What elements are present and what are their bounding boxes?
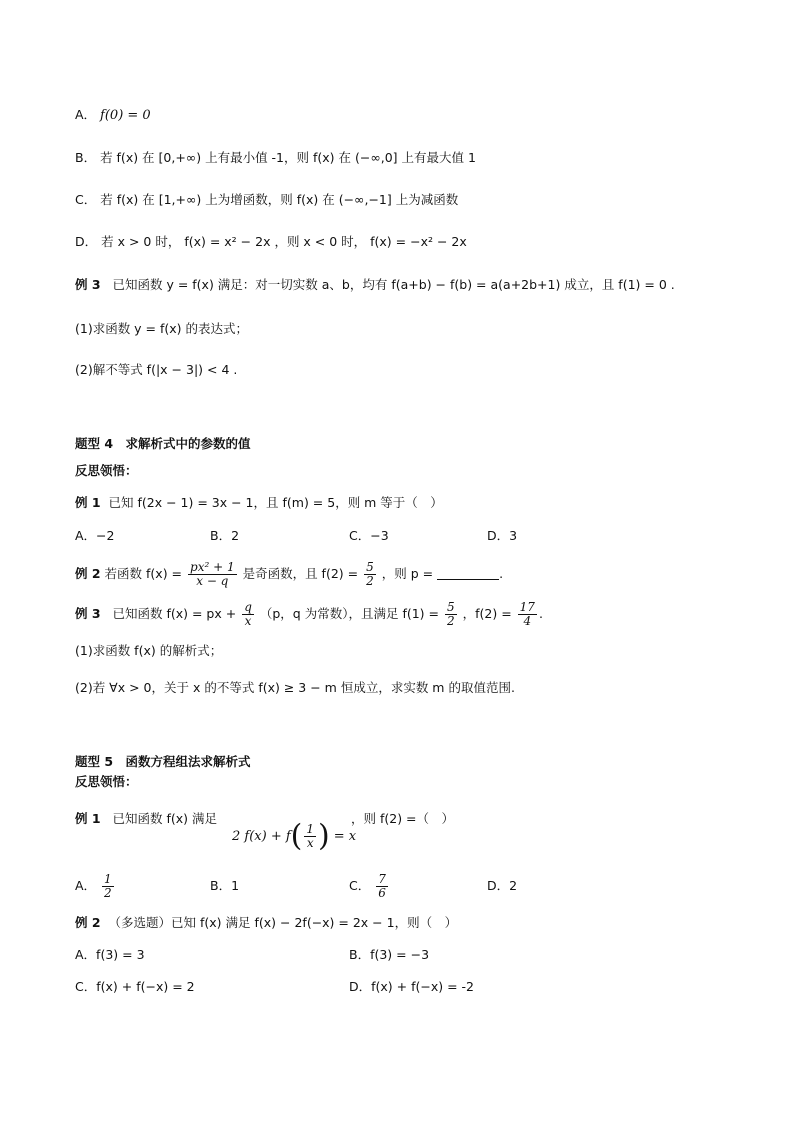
type-5-example-2-option-a: A．f(3) = 3 — [75, 947, 145, 962]
fraction-denominator: 2 — [366, 574, 374, 588]
fraction-numerator: 5 — [366, 560, 374, 574]
fraction-denominator: x — [306, 836, 314, 850]
type-4-example-3-question-1: (1)求函数 f(x) 的解析式； — [75, 643, 223, 658]
option-fraction — [102, 873, 114, 900]
type-5-example-2-text: （多选题）已知 f(x) 满足 f(x) − 2f(−x) = 2x − 1，则（ ） — [108, 915, 458, 930]
option-d — [75, 233, 467, 251]
type-4-example-3-f2-fraction — [518, 601, 537, 628]
type-4-example-3 — [75, 600, 543, 628]
option-a — [75, 106, 151, 125]
type-4-example-1-text: 已知 f(2x − 1) = 3x − 1，且 f(m) = 5，则 m 等于（ ） — [108, 495, 443, 510]
example-3-text: 已知函数 y = f(x) 满足：对一切实数 a、b，均有 f(a+b) − f(b) = a(a+2b+1) 成立，且 f(1) = 0 . — [112, 277, 675, 292]
type-5-example-1-option-c — [349, 872, 390, 900]
type-5-example-2-label: 例 2 — [75, 915, 101, 930]
option-c — [75, 191, 458, 209]
type-4-example-1 — [75, 494, 443, 512]
paren-open: ( — [290, 818, 303, 854]
type-4-example-2-pre: 若函数 f(x) = — [104, 566, 183, 581]
fraction-numerator: q — [244, 600, 252, 614]
equation-right: = x — [333, 829, 357, 844]
option-b-text: 若 f(x) 在 [0,+∞) 上有最小值 -1，则 f(x) 在 (−∞,0] 上有最大值 1 — [100, 150, 476, 165]
type-4-example-3-q-fraction — [242, 601, 254, 628]
type-5-example-2-option-d: D．f(x) + f(−x) = -2 — [349, 979, 475, 994]
type-4-example-3-f1-fraction — [445, 601, 457, 628]
option-label: A． — [75, 878, 97, 893]
example-3-label: 例 3 — [75, 277, 101, 292]
option-c-text: 若 f(x) 在 [1,+∞) 上为增函数，则 f(x) 在 (−∞,−1] 上为减函数 — [100, 192, 459, 207]
type-4-example-1-option-d: D．3 — [487, 528, 518, 543]
type-4-example-2-end: . — [499, 566, 504, 581]
fraction-denominator: 2 — [104, 886, 112, 900]
type-5-reflect: 反思领悟： — [75, 774, 138, 789]
type-5-example-1-option-b: B．1 — [210, 878, 240, 893]
option-d-label: D． — [75, 234, 98, 249]
type-5-example-1-equation — [232, 816, 356, 857]
option-a-math: f(0) = 0 — [100, 108, 151, 123]
type-4-example-3-pre: 已知函数 f(x) = px + — [112, 606, 237, 621]
type-5-example-2-option-b: B．f(3) = −3 — [349, 947, 430, 962]
fraction-numerator: px² + 1 — [190, 560, 235, 574]
type-4-example-1-option-b: B．2 — [210, 528, 240, 543]
type-4-reflect: 反思领悟： — [75, 463, 138, 478]
type-5-example-2 — [75, 914, 457, 932]
type-4-example-3-end: . — [538, 606, 543, 621]
type-4-example-2-mid: 是奇函数，且 f(2) = — [242, 566, 359, 581]
type-4-example-1-option-a: A．−2 — [75, 528, 115, 543]
type-5-title: 题型 5 函数方程组法求解析式 — [75, 754, 251, 769]
option-fraction — [376, 873, 388, 900]
fraction-numerator: 1 — [104, 872, 112, 886]
example-3-question-2: (2)解不等式 f(|x − 3|) < 4 . — [75, 362, 238, 377]
type-4-example-3-mid: （p，q 为常数），且满足 f(1) = — [259, 606, 439, 621]
type-5-example-1-text: 已知函数 f(x) 满足 — [112, 811, 217, 826]
paren-close: ) — [318, 818, 330, 854]
equation-fraction — [304, 823, 316, 850]
fraction-denominator: x — [244, 614, 252, 628]
type-5-example-2-option-c: C．f(x) + f(−x) = 2 — [75, 979, 195, 994]
answer-blank[interactable] — [437, 567, 499, 580]
example-3-question-1: (1)求函数 y = f(x) 的表达式； — [75, 321, 249, 336]
option-b — [75, 149, 476, 167]
type-4-example-3-label: 例 3 — [75, 606, 101, 621]
fraction-numerator: 7 — [378, 872, 386, 886]
type-5-example-1-option-d: D．2 — [487, 878, 518, 893]
option-b-label: B． — [75, 150, 97, 165]
fraction-numerator: 5 — [446, 600, 455, 614]
type-4-example-2-label: 例 2 — [75, 566, 101, 581]
type-4-example-1-label: 例 1 — [75, 495, 101, 510]
type-4-example-3-question-2: (2)若 ∀x > 0，关于 x 的不等式 f(x) ≥ 3 − m 恒成立，求实数 m 的取值范围. — [75, 680, 515, 695]
option-label: C． — [349, 878, 371, 893]
type-4-example-3-mid2: ，f(2) = — [462, 606, 512, 621]
type-4-example-1-option-c: C．−3 — [349, 528, 389, 543]
fraction-denominator: 2 — [446, 614, 455, 628]
option-a-label: A． — [75, 107, 97, 122]
fraction-denominator: x − q — [196, 574, 229, 588]
type-4-example-2-post: ，则 p = — [381, 566, 434, 581]
type-5-example-1-label: 例 1 — [75, 811, 101, 826]
fraction-denominator: 6 — [378, 886, 386, 900]
type-4-example-2-f2-fraction — [364, 561, 376, 588]
type-5-example-1 — [75, 810, 217, 828]
fraction-denominator: 4 — [523, 614, 532, 628]
type-5-example-1-option-a — [75, 872, 116, 900]
example-3-top — [75, 276, 675, 294]
type-4-example-2-fraction — [188, 561, 237, 588]
option-d-text: 若 x > 0 时， f(x) = x² − 2x ，则 x < 0 时， f(x) = −x² − 2x — [101, 234, 467, 249]
equation-left: 2 f(x) + f — [232, 829, 291, 844]
fraction-numerator: 1 — [306, 822, 315, 836]
option-c-label: C． — [75, 192, 97, 207]
type-4-example-2 — [75, 560, 503, 588]
type-4-title: 题型 4 求解析式中的参数的值 — [75, 436, 251, 451]
type-5-example-1-post: ，则 f(2) =（ ） — [351, 811, 455, 826]
fraction-numerator: 17 — [519, 600, 535, 614]
